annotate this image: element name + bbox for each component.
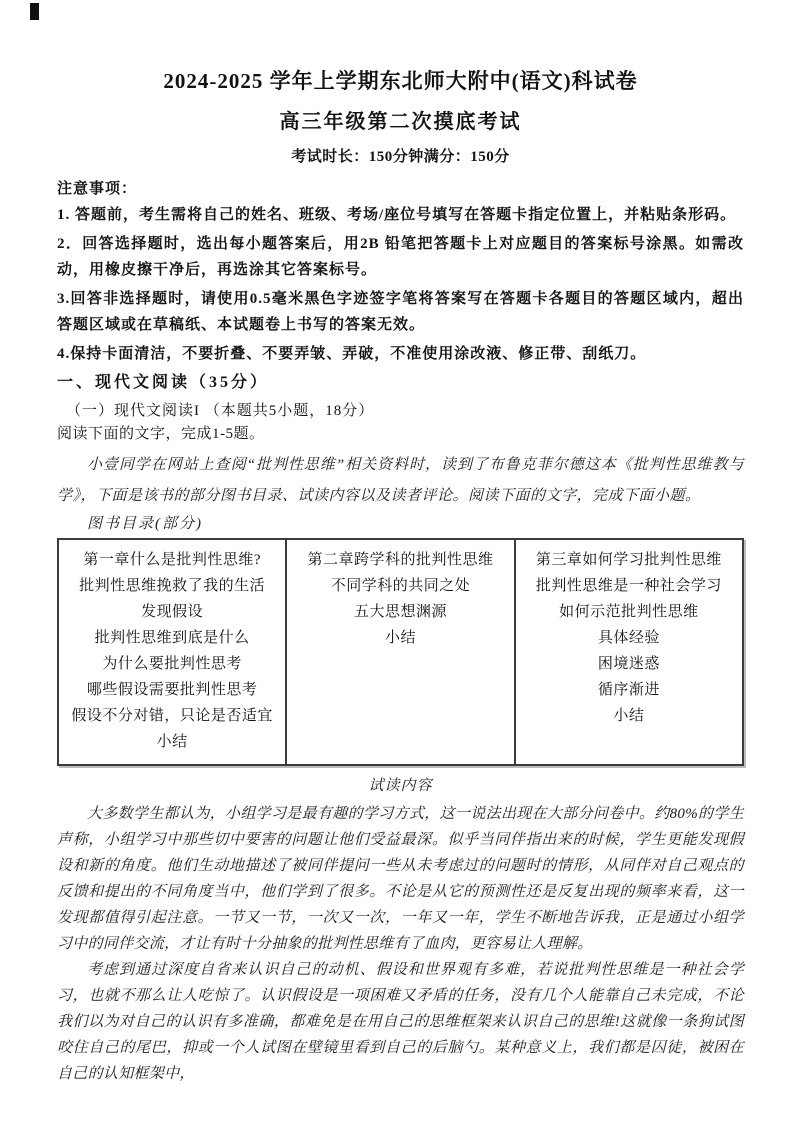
trial-reading-paragraph: 考虑到通过深度自省来认识自己的动机、假设和世界观有多难，若说批判性思维是一种社会学习，也就不那么让人吃惊了。认识假设是一项困难又矛盾的任务，没有几个人能靠自己未完成，不论我们以为对自己的认识有多准确，都难免是在用自己的思维框架来认识自己的思维!这就像一条狗试图咬住自己的尾巴，抑或一个人试图在壁镜里看到自己的后脑勺。某种意义上，我们都是囚徒，被困在自己的认知框架中， <box>57 962 744 1082</box>
catalog-entry: 假设不分对错，只论是否适宜 <box>71 708 273 724</box>
subsection-heading-reading-1: （一）现代文阅读I （本题共5小题，18分） <box>66 403 375 419</box>
section-heading-modern-text-reading: 一、现代文阅读（35分） <box>57 374 270 391</box>
catalog-column-chapter-2 <box>285 540 513 764</box>
catalog-label: 图书目录(部分) <box>87 516 203 532</box>
catalog-entry: 第一章什么是批判性思维? <box>83 552 261 568</box>
catalog-table <box>57 538 744 766</box>
catalog-entry: 哪些假设需要批判性思考 <box>86 682 258 698</box>
notice-section <box>57 177 744 367</box>
trial-reading-paragraph: 大多数学生都认为，小组学习是最有趣的学习方式，这一说法出现在大部分问卷中。约80%的学生声称，小组学习中那些切中要害的问题让他们受益最深。似乎当同伴指出来的时候，学生更能发现假设和新的角度。他们生动地描述了被同伴提问一些从未考虑过的问题时的情形，从同伴对自己观点的反馈和提出的不同角度当中，他们学到了很多。不论是从它的预测性还是反复出现的频率来看，这一发现都值得引起注意。一节又一节，一次又一次，一年又一年，学生不断地告诉我，正是通过小组学习中的同伴交流，才让有时十分抽象的批判性思维有了血肉，更容易让人理解。 <box>57 806 744 952</box>
notice-item-2: 2．回答选择题时，选出每小题答案后，用2B 铅笔把答题卡上对应题目的答案标号涂黑。如需改动，用橡皮擦干净后，再选涂其它答案标号。 <box>57 236 744 278</box>
catalog-entry: 小结 <box>156 734 188 750</box>
page-title: 2024-2025 学年上学期东北师大附中(语文)科试卷 <box>163 69 638 93</box>
reading-instruction: 阅读下面的文字，完成1-5题。 <box>57 426 265 442</box>
catalog-entry: 批判性思维挽救了我的生活 <box>79 578 266 594</box>
catalog-column-chapter-3 <box>514 540 742 764</box>
catalog-entry: 批判性思维是一种社会学习 <box>535 578 722 594</box>
catalog-entry: 循序渐进 <box>597 682 660 698</box>
notice-heading: 注意事项： <box>57 181 138 197</box>
catalog-entry: 五大思想渊源 <box>353 604 447 620</box>
scan-corner-mark <box>30 3 39 20</box>
catalog-entry: 小结 <box>384 630 416 646</box>
catalog-entry: 困境迷惑 <box>597 656 660 672</box>
notice-item-1: 1. 答题前，考生需将自己的姓名、班级、考场/座位号填写在答题卡指定位置上，并粘贴条形码。 <box>57 207 737 223</box>
exam-subtitle: 高三年级第二次摸底考试 <box>279 111 522 133</box>
catalog-entry: 批判性思维到底是什么 <box>94 630 250 646</box>
notice-item-3: 3.回答非选择题时，请使用0.5毫米黑色字迹签字笔将答案写在答题卡各题目的答题区域内，超出答题区域或在草稿纸、本试题卷上书写的答案无效。 <box>57 291 744 333</box>
catalog-entry: 第三章如何学习批判性思维 <box>535 552 722 568</box>
trial-reading-heading: 试读内容 <box>368 778 433 794</box>
catalog-entry: 如何示范批判性思维 <box>559 604 699 620</box>
passage-intro: 小壹同学在网站上查阅“批判性思维”相关资料时，读到了布鲁克菲尔德这本《批判性思维教与学》，下面是该书的部分图书目录、试读内容以及读者评论。阅读下面的文字，完成下面小题。 <box>57 457 744 504</box>
catalog-column-chapter-1 <box>59 540 285 764</box>
catalog-entry: 发现假设 <box>141 604 204 620</box>
catalog-entry: 第二章跨学科的批判性思维 <box>307 552 494 568</box>
catalog-entry: 不同学科的共同之处 <box>330 578 471 594</box>
notice-item-4: 4.保持卡面清洁，不要折叠、不要弄皱、弄破，不准使用涂改液、修正带、刮纸刀。 <box>57 346 647 362</box>
catalog-entry: 小结 <box>613 708 645 724</box>
catalog-entry: 为什么要批判性思考 <box>102 656 242 672</box>
catalog-entry: 具体经验 <box>597 630 660 646</box>
exam-info: 考试时长：150分钟满分：150分 <box>291 149 510 165</box>
